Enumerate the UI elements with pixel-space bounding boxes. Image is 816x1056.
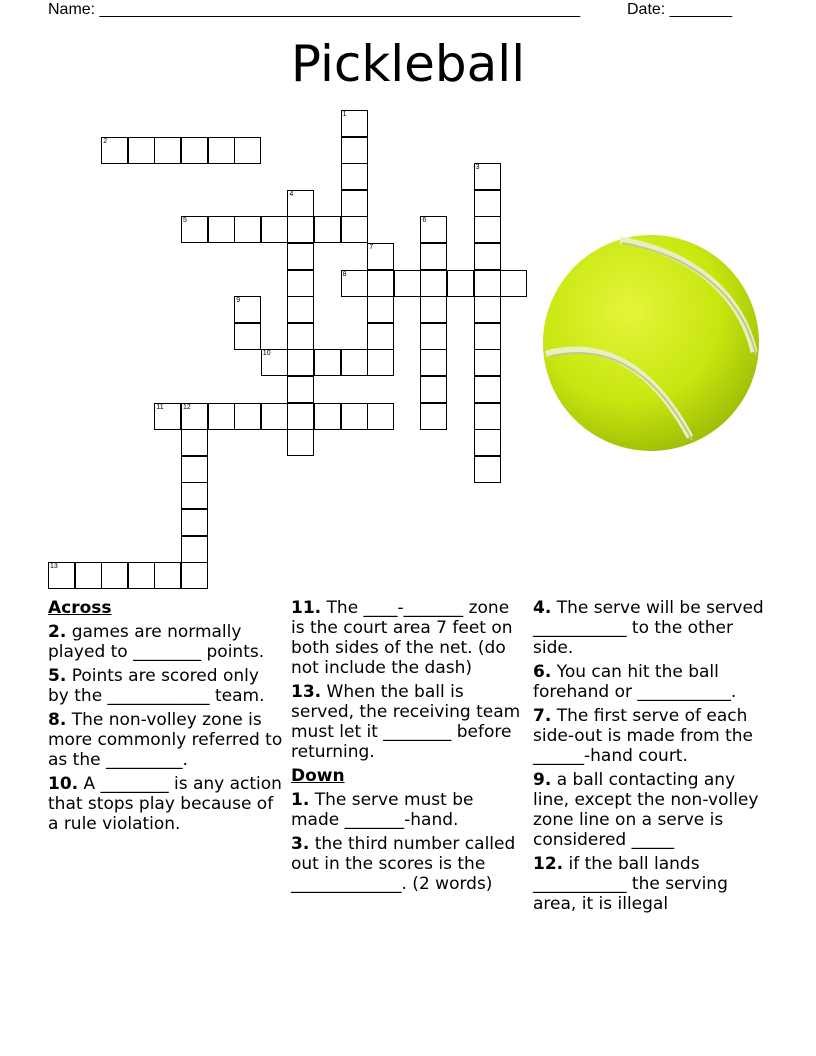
crossword-cell[interactable] [128, 137, 155, 164]
crossword-cell[interactable] [287, 190, 314, 217]
crossword-cell[interactable] [154, 562, 181, 589]
crossword-cell[interactable] [181, 536, 208, 563]
clue-number: 8 [342, 270, 347, 278]
clue-across-10: 10. A ________ is any action that stops play because of a rule violation. [48, 774, 282, 834]
clue-down-6: 6. You can hit the ball forehand or ___________. [533, 662, 737, 702]
clue-number: 3 [475, 164, 480, 172]
crossword-cell[interactable] [181, 216, 208, 243]
crossword-cell[interactable] [341, 349, 368, 376]
crossword-cell[interactable] [234, 403, 261, 430]
crossword-cell[interactable] [234, 323, 261, 350]
crossword-cell[interactable] [420, 323, 447, 350]
clue-down-7: 7. The first serve of each side-out is made from the ______-hand court. [533, 706, 754, 766]
crossword-cell[interactable] [367, 349, 394, 376]
clue-number: 10 [262, 350, 271, 358]
crossword-cell[interactable] [367, 243, 394, 270]
crossword-cell[interactable] [287, 216, 314, 243]
crossword-cell[interactable] [154, 403, 181, 430]
clue-number: 7 [369, 244, 374, 251]
crossword-cell[interactable] [181, 509, 208, 536]
clue-across-2: 2. games are normally played to ________ points. [48, 622, 265, 662]
crossword-cell[interactable] [287, 403, 314, 430]
crossword-cell[interactable] [474, 296, 501, 323]
crossword-cell[interactable] [474, 216, 501, 243]
down-heading: Down [291, 766, 345, 786]
crossword-cell[interactable] [234, 137, 261, 164]
crossword-cell[interactable] [447, 270, 474, 297]
clue-number: 13 [50, 563, 58, 571]
clue-down-4: 4. The serve will be served ___________ to the other side. [533, 598, 764, 658]
clue-number: 4 [289, 190, 294, 198]
crossword-cell[interactable] [208, 137, 235, 164]
crossword-cell[interactable] [314, 216, 341, 243]
crossword-cell[interactable] [474, 323, 501, 350]
crossword-cell[interactable] [367, 270, 394, 297]
crossword-cell[interactable] [420, 270, 447, 297]
clue-number: 9 [236, 297, 241, 305]
crossword-cell[interactable] [341, 110, 368, 137]
crossword-cell[interactable] [48, 562, 75, 589]
clue-down-3: 3. the third number called out in the scores is the _____________. (2 words) [291, 834, 516, 894]
clues-column-3 [533, 598, 769, 918]
clue-number: 5 [183, 217, 187, 225]
clue-down-12: 12. if the ball lands ___________ the serving area, it is illegal [533, 854, 728, 914]
name-field: Name: ______________________________________________________ [48, 1, 581, 18]
clue-number: 1 [342, 111, 347, 118]
clue-down-1: 1. The serve must be made _______-hand. [291, 790, 474, 830]
crossword-cell[interactable] [287, 349, 314, 376]
across-heading: Across [48, 598, 112, 618]
crossword-cell[interactable] [474, 190, 501, 217]
crossword-cell[interactable] [181, 137, 208, 164]
crossword-cell[interactable] [181, 456, 208, 483]
crossword-cell[interactable] [500, 270, 527, 297]
crossword-cell[interactable] [314, 403, 341, 430]
crossword-cell[interactable] [128, 562, 155, 589]
crossword-cell[interactable] [474, 243, 501, 270]
crossword-cell[interactable] [181, 562, 208, 589]
crossword-cell[interactable] [287, 296, 314, 323]
crossword-cell[interactable] [181, 482, 208, 509]
crossword-cell[interactable] [208, 403, 235, 430]
crossword-cell[interactable] [287, 323, 314, 350]
crossword-cell[interactable] [287, 376, 314, 403]
crossword-cell[interactable] [420, 349, 447, 376]
crossword-cell[interactable] [341, 270, 368, 297]
crossword-cell[interactable] [208, 216, 235, 243]
crossword-cell[interactable] [367, 403, 394, 430]
crossword-cell[interactable] [420, 296, 447, 323]
crossword-cell[interactable] [154, 137, 181, 164]
crossword-cell[interactable] [341, 216, 368, 243]
clue-across-5: 5. Points are scored only by the ____________ team. [48, 666, 265, 706]
clue-number: 11 [156, 403, 164, 411]
crossword-cell[interactable] [181, 429, 208, 456]
crossword-cell[interactable] [261, 216, 288, 243]
crossword-cell[interactable] [394, 270, 421, 297]
crossword-cell[interactable] [474, 163, 501, 190]
clue-number: 2 [103, 137, 108, 145]
clue-across-8: 8. The non-volley zone is more commonly referred to as the _________. [48, 710, 283, 770]
crossword-cell[interactable] [474, 270, 501, 297]
crossword-cell[interactable] [341, 403, 368, 430]
crossword-cell[interactable] [314, 349, 341, 376]
crossword-cell[interactable] [261, 403, 288, 430]
crossword-cell[interactable] [341, 163, 368, 190]
crossword-cell[interactable] [287, 429, 314, 456]
clue-number: 6 [422, 217, 427, 225]
clue-across-11: 11. The ____-_______ zone is the court area 7 feet on both sides of the net. (do not include the dash) [291, 598, 513, 678]
crossword-cell[interactable] [474, 349, 501, 376]
crossword-cell[interactable] [75, 562, 102, 589]
clue-across-13: 13. When the ball is served, the receiving team must let it ________ before returning. [291, 682, 521, 762]
tennis-ball-icon [540, 232, 762, 454]
crossword-cell[interactable] [341, 137, 368, 164]
crossword-cell[interactable] [234, 216, 261, 243]
clues-column-1 [48, 598, 284, 838]
crossword-cell[interactable] [474, 456, 501, 483]
crossword-cell[interactable] [234, 296, 261, 323]
crossword-cell[interactable] [474, 403, 501, 430]
crossword-cell[interactable] [101, 562, 128, 589]
clues-column-2 [291, 598, 527, 898]
clue-number: 12 [183, 403, 191, 411]
crossword-cell[interactable] [367, 296, 394, 323]
crossword-cell[interactable] [101, 137, 128, 164]
crossword-cell[interactable] [420, 403, 447, 430]
crossword-cell[interactable] [287, 270, 314, 297]
crossword-cell[interactable] [341, 190, 368, 217]
crossword-cell[interactable] [474, 376, 501, 403]
date-field: Date: _______ [627, 1, 732, 18]
crossword-cell[interactable] [261, 349, 288, 376]
clue-down-9: 9. a ball contacting any line, except the non-volley zone line on a serve is considered _____ [533, 770, 759, 850]
crossword-cell[interactable] [420, 216, 447, 243]
crossword-cell[interactable] [420, 243, 447, 270]
crossword-cell[interactable] [367, 323, 394, 350]
crossword-cell[interactable] [181, 403, 208, 430]
crossword-cell[interactable] [474, 429, 501, 456]
crossword-cell[interactable] [420, 376, 447, 403]
page-title: Pickleball [290, 35, 526, 93]
crossword-cell[interactable] [287, 243, 314, 270]
